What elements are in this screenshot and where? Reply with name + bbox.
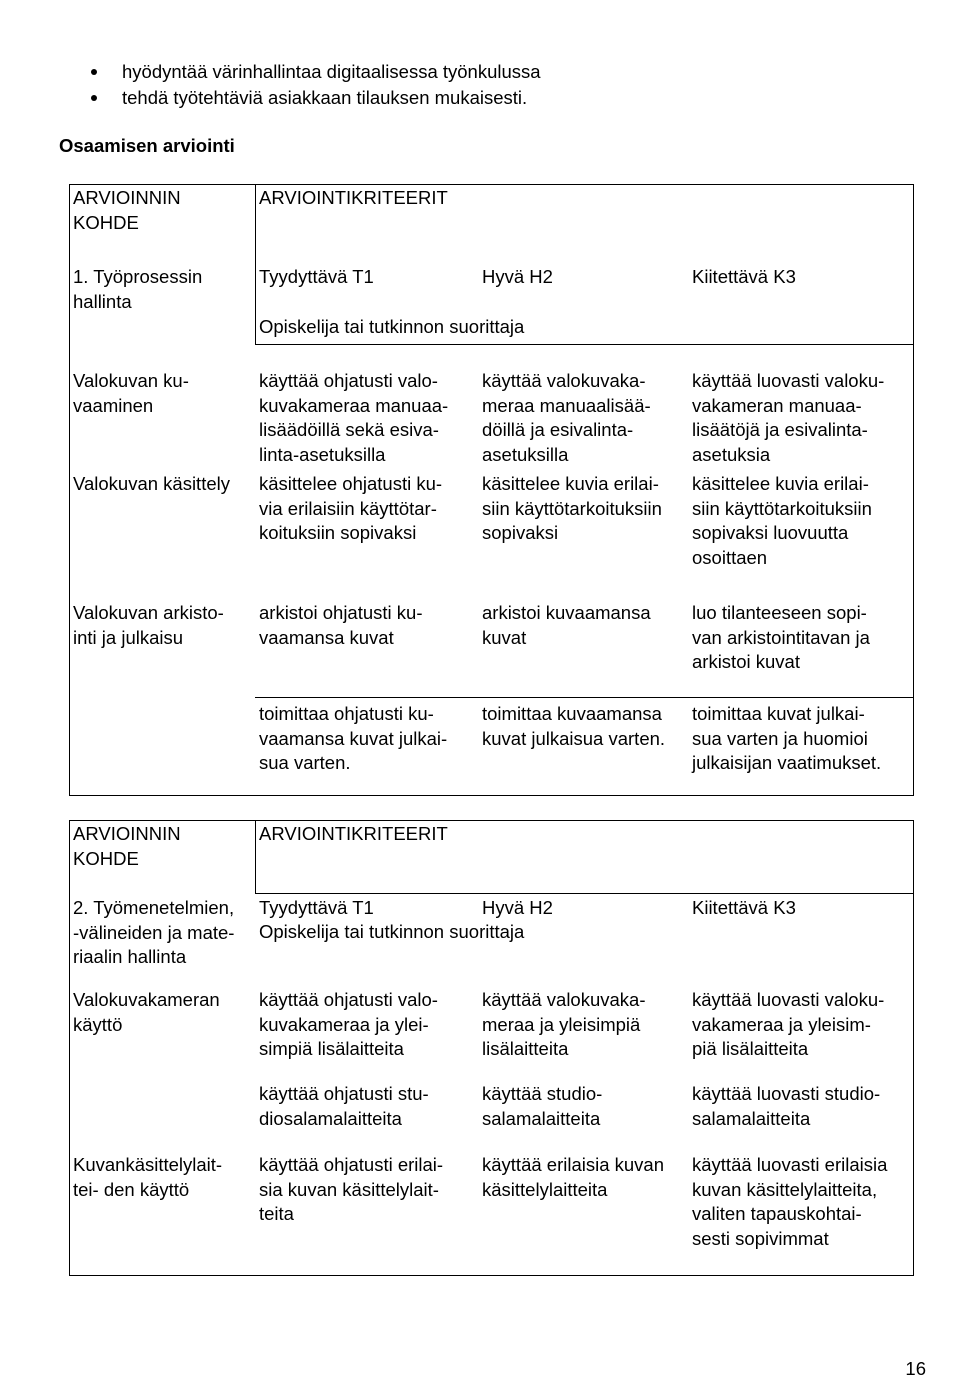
level-k3: Kiitettävä K3 [692,266,796,287]
row-label: Kuvankäsittelylait- tei- den käyttö [73,1154,223,1200]
criterion-t1: arkistoi ohjatusti ku- vaamansa kuvat [259,602,423,648]
criterion-t1: käyttää ohjatusti valo- kuvakameraa ja ylei- simpiä lisälaitteita [259,989,438,1059]
row-label: Valokuvan arkisto- inti ja julkaisu [73,602,224,648]
bullet-text: tehdä työtehtäviä asiakkaan tilauksen mukaisesti. [122,87,528,108]
subject-label: Opiskelija tai tutkinnon suorittaja [259,921,525,942]
table-border [69,184,70,795]
bullet-dot-icon [91,95,97,101]
bullet-dot-icon [91,69,97,75]
level-k3: Kiitettävä K3 [692,897,796,918]
level-t1: Tyydyttävä T1 [259,897,374,918]
criterion-k3: käyttää luovasti valoku- vakameran manuaa- lisäätöjä ja esivalinta- asetuksia [692,370,885,465]
criterion-k3: käyttää luovasti valoku- vakameraa ja yleisim- piä lisälaitteita [692,989,885,1059]
kriteerit-header: ARVIOINTIKRITEERIT [259,823,448,844]
row-label: Valokuvan käsittely [73,473,230,494]
criterion-h2: käyttää valokuvaka- meraa manuaalisää- döillä ja esivalinta- asetuksilla [482,370,651,465]
table-border [69,820,914,821]
section-title: 1. Työprosessin hallinta [73,266,203,312]
row-label: Valokuvan ku- vaaminen [73,370,189,416]
table-border [69,795,914,796]
criterion-k3: käyttää luovasti erilaisia kuvan käsittelylaitteita, valiten tapauskohtai- sesti sopivimmat [692,1154,888,1249]
criterion-t1: käsittelee ohjatusti ku- via erilaisiin käyttötar- koituksiin sopivaksi [259,473,443,543]
level-h2: Hyvä H2 [482,266,553,287]
bullet-text: hyödyntää värinhallintaa digitaalisessa työnkulussa [122,61,541,82]
criterion-h2: käsittelee kuvia erilai- siin käyttötarkoituksiin sopivaksi [482,473,662,543]
row-label: Valokuvakameran käyttö [73,989,220,1035]
kriteerit-header: ARVIOINTIKRITEERIT [259,187,448,208]
table-divider [255,344,914,345]
criterion-h2: arkistoi kuvaamansa kuvat [482,602,651,648]
level-h2: Hyvä H2 [482,897,553,918]
table-border [69,1275,914,1276]
subject-label: Opiskelija tai tutkinnon suorittaja [259,316,525,337]
criterion-k3: luo tilanteeseen sopi- van arkistointitavan ja arkistoi kuvat [692,602,870,672]
criterion-k3: käyttää luovasti studio- salamalaitteita [692,1083,881,1129]
criterion-t1: käyttää ohjatusti erilai- sia kuvan käsittelylait- teita [259,1154,444,1224]
section-heading: Osaamisen arviointi [59,135,235,156]
level-t1: Tyydyttävä T1 [259,266,374,287]
table-border [913,184,914,795]
criterion-k3: toimittaa kuvat julkai- sua varten ja huomioi julkaisijan vaatimukset. [692,703,882,773]
bullet-item [88,60,541,86]
criterion-h2: käyttää studio- salamalaitteita [482,1083,603,1129]
table-divider [255,820,256,894]
table-border [69,184,914,185]
criterion-t1: käyttää ohjatusti stu- diosalamalaitteita [259,1083,429,1129]
table-border [69,820,70,1276]
bullet-item [88,86,541,112]
table-border [913,820,914,1276]
criterion-t1: toimittaa ohjatusti ku- vaamansa kuvat julkai- sua varten. [259,703,448,773]
section-title: 2. Työmenetelmien, -välineiden ja mate- riaalin hallinta [73,897,235,967]
criterion-h2: käyttää erilaisia kuvan käsittelylaitteita [482,1154,665,1200]
criterion-t1: käyttää ohjatusti valo- kuvakameraa manuaa- lisäädöillä sekä esiva- linta-asetuksilla [259,370,449,465]
table-divider [255,697,914,698]
criterion-h2: käyttää valokuvaka- meraa ja yleisimpiä lisälaitteita [482,989,646,1059]
criterion-k3: käsittelee kuvia erilai- siin käyttötarkoituksiin sopivaksi luovuutta osoittaen [692,473,872,568]
table-divider [255,184,256,345]
kohde-header: ARVIOINNIN KOHDE [73,187,181,233]
table-divider [255,893,914,894]
page-number: 16 [905,1358,926,1379]
bullet-list [88,60,541,112]
kohde-header: ARVIOINNIN KOHDE [73,823,181,869]
criterion-h2: toimittaa kuvaamansa kuvat julkaisua varten. [482,703,666,749]
